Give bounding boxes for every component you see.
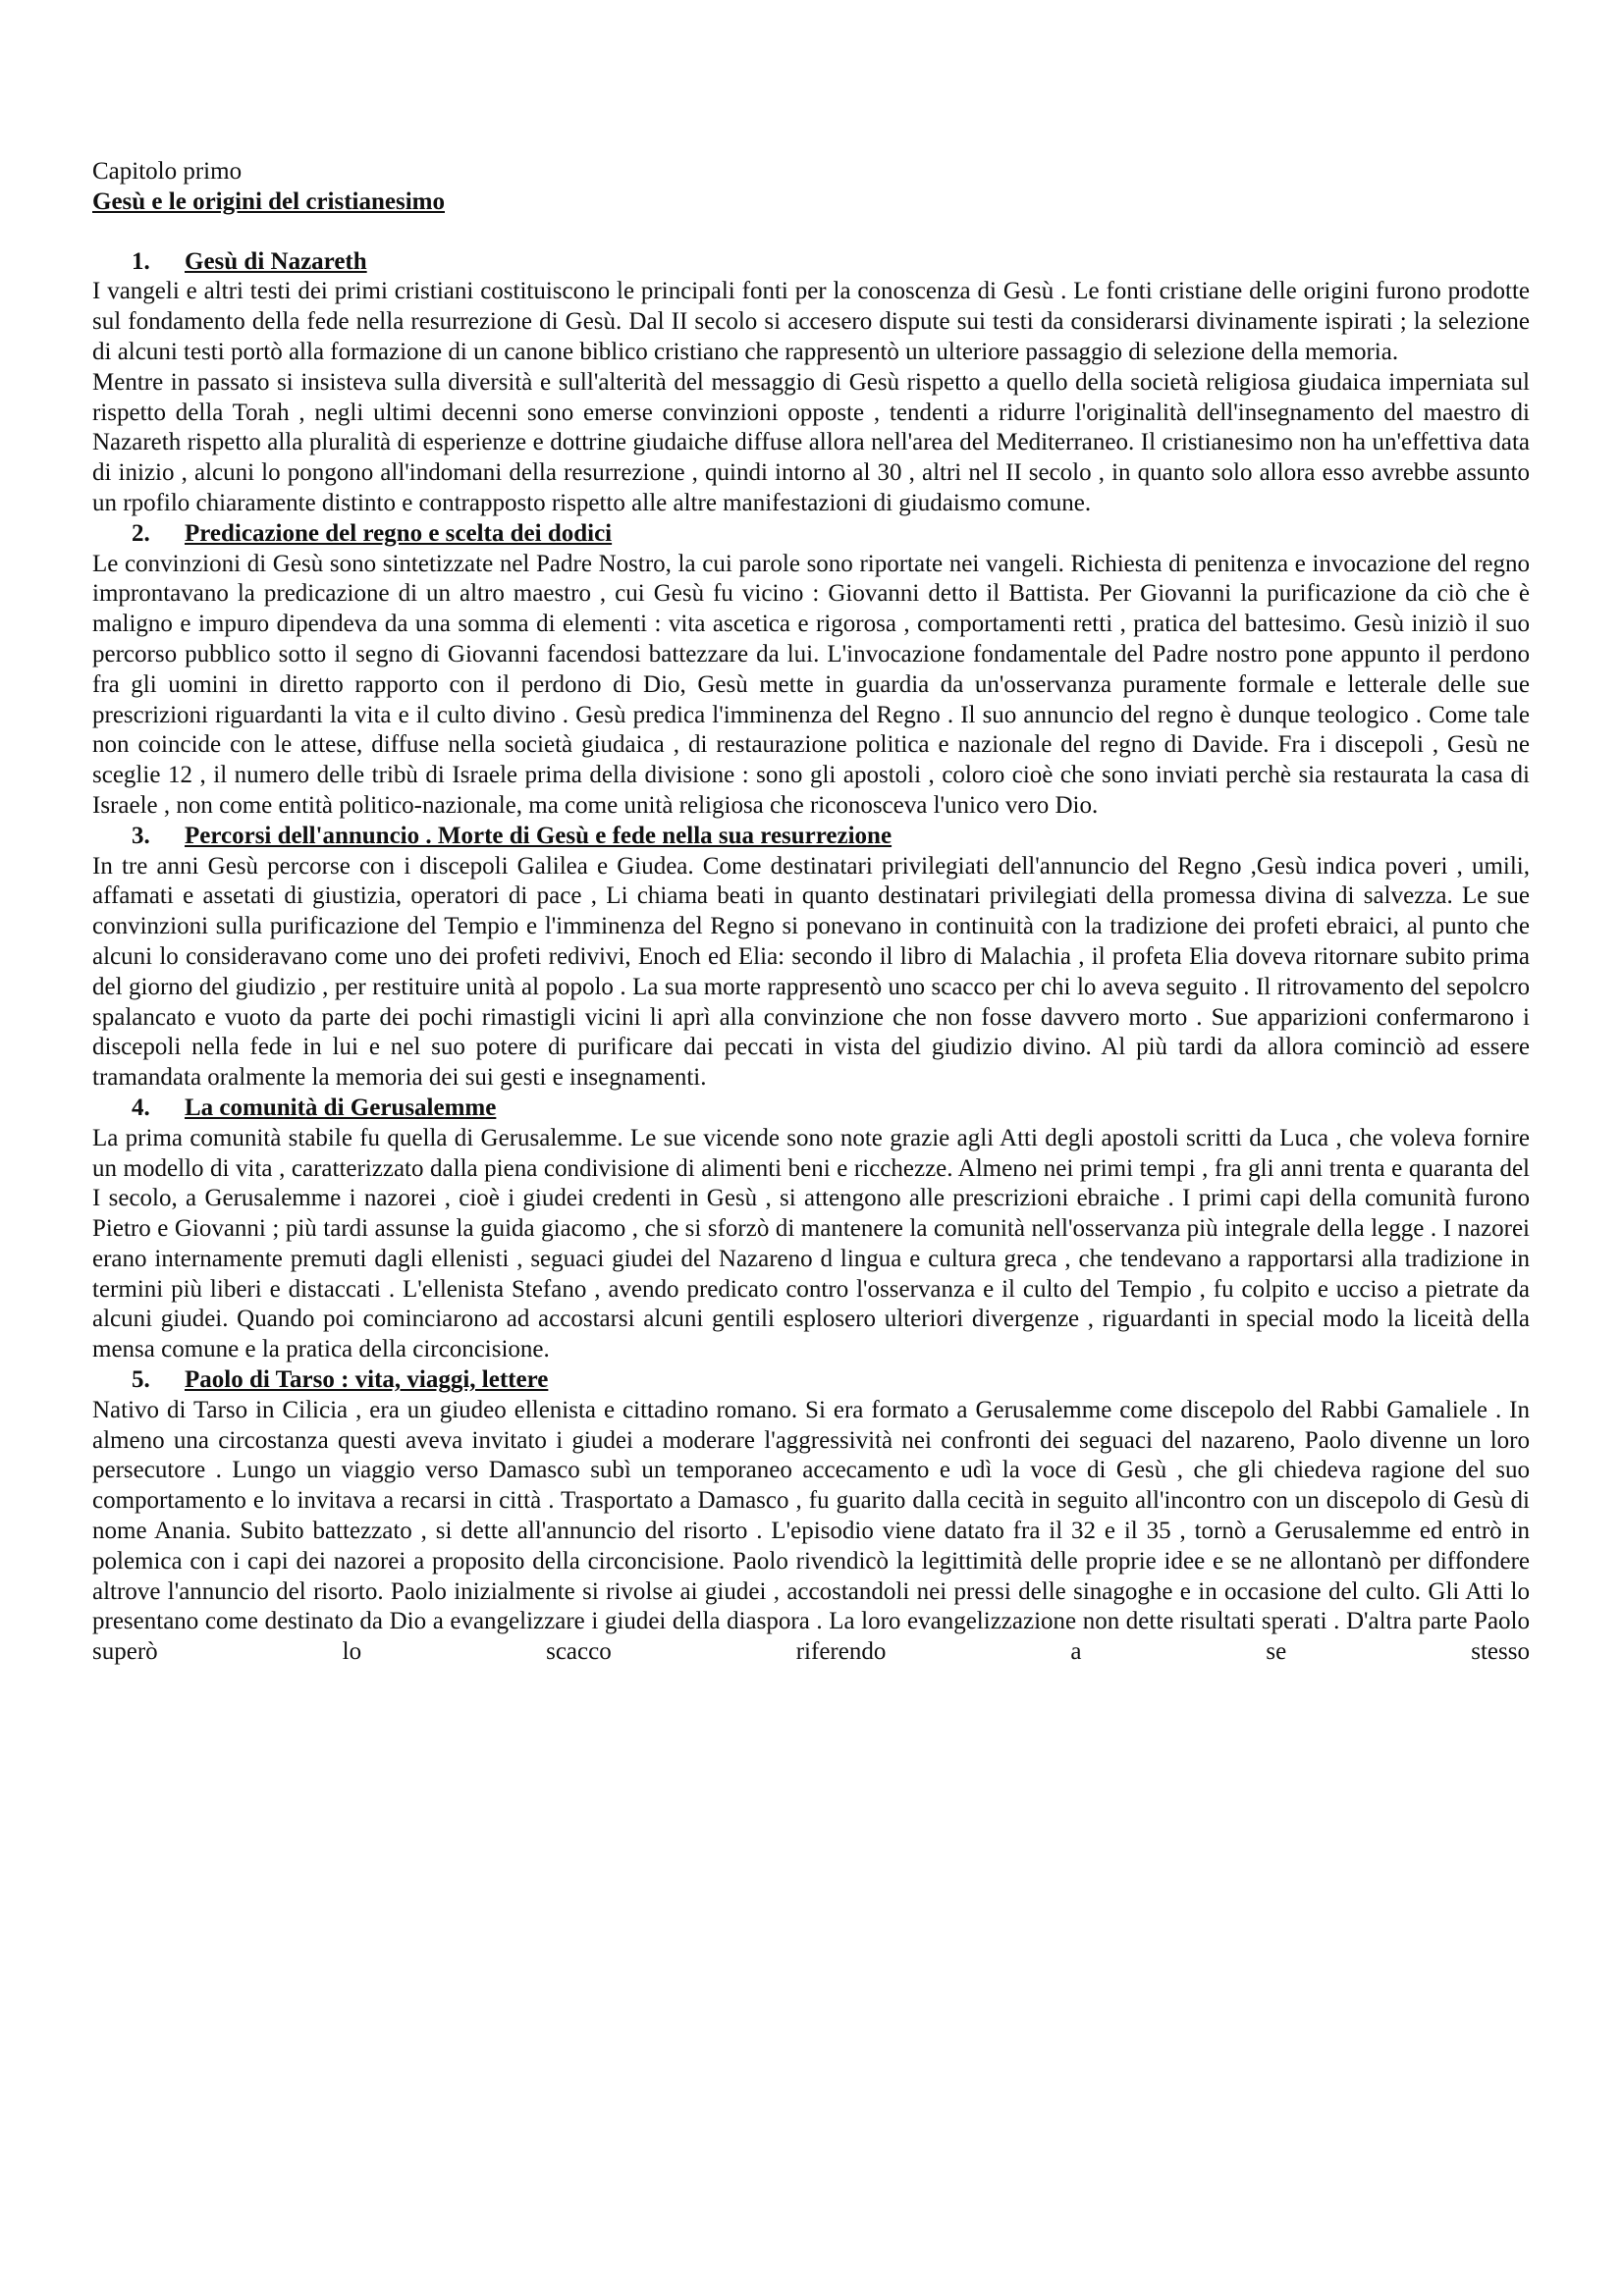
- section-5: [92, 1365, 1530, 1668]
- section-heading: [92, 822, 1530, 852]
- section-title: Gesù di Nazareth: [185, 247, 367, 275]
- section-number: 2.: [132, 519, 150, 547]
- section-title: Paolo di Tarso : vita, viaggi, lettere: [185, 1366, 549, 1394]
- section-heading: [92, 519, 1530, 550]
- paragraph: La prima comunità stabile fu quella di Gerusalemme. Le sue vicende sono note grazie agli Atti degli apostoli scritti da Luca , che voleva fornire un modello di vita , caratterizzato dalla piena condivisione di alimenti beni e ricchezze. Almeno nei primi tempi , fra gli anni trenta e quaranta del I secolo, a Gerusalemme i nazorei , cioè i giudei credenti in Gesù , si attengono alle prescrizioni ebraiche . I primi capi della comunità furono Pietro e Giovanni ; più tardi assunse la guida giacomo , che si sforzò di mantenere la comunità nell'osservanza più integrale della legge . I nazorei erano internamente premuti dagli ellenisti , seguaci giudei del Nazareno d lingua e cultura greca , che tendevano a rapportarsi alla tradizione in termini più liberi e distaccati . L'ellenista Stefano , avendo predicato contro l'osservanza e il culto del Tempio , fu colpito e ucciso a pietrate da alcuni giudei. Quando poi cominciarono ad accostarsi alcuni gentili esplosero ulteriori divergenze , riguardanti in special modo la liceità della mensa comune e la pratica della circoncisione.: [92, 1124, 1530, 1363]
- paragraph: Nativo di Tarso in Cilicia , era un giudeo ellenista e cittadino romano. Si era formato a Gerusalemme come discepolo del Rabbi Gamaliele . In almeno una circostanza questi aveva invitato i giudei a moderare l'aggressività nei confronti dei seguaci del nazareno, Paolo divenne un loro persecutore . Lungo un viaggio verso Damasco subì un temporaneo accecamento e udì la voce di Gesù , che gli chiedeva ragione del suo comportamento e lo invitava a recarsi in città . Trasportato a Damasco , fu guarito dalla cecità in seguito all'incontro con un discepolo di Gesù di nome Anania. Subito battezzato , si dette all'annuncio del risorto . L'episodio viene datato fra il 32 e il 35 , tornò a Gerusalemme ed entrò in polemica con i capi dei nazorei a proposito della circoncisione. Paolo rivendicò la legittimità delle proprie idee e se ne allontanò per diffondere altrove l'annuncio del risorto. Paolo inizialmente si rivolse ai giudei , accostandoli nei pressi delle sinagoghe e in occasione del culto. Gli Atti lo presentano come destinato da Dio a evangelizzare i giudei della diaspora . La loro evangelizzazione non dette risultati sperati . D'altra parte Paolo superò lo scacco riferendo a se stesso: [92, 1396, 1530, 1666]
- section-number: 4.: [132, 1094, 150, 1121]
- section-number: 1.: [132, 247, 150, 275]
- paragraph: I vangeli e altri testi dei primi cristiani costituiscono le principali fonti per la conoscenza di Gesù . Le fonti cristiane delle origini furono prodotte sul fondamento della fede nella resurrezione di Gesù. Dal II secolo si accesero dispute sui testi da considerarsi divinamente ispirati ; la selezione di alcuni testi portò alla formazione di un canone biblico cristiano che rappresentò un ulteriore passaggio di selezione della memoria.: [92, 278, 1530, 365]
- paragraph: Le convinzioni di Gesù sono sintetizzate nel Padre Nostro, la cui parole sono riportate nei vangeli. Richiesta di penitenza e invocazione del regno improntavano la predicazione di un altro maestro , cui Gesù fu vicino : Giovanni detto il Battista. Per Giovanni la purificazione da ciò che è maligno e impuro dipendeva da una somma di elementi : vita ascetica e rigorosa , comportamenti retti , pratica del battesimo. Gesù iniziò il suo percorso pubblico sotto il segno di Giovanni facendosi battezzare da lui. L'invocazione fondamentale del Padre nostro pone appunto il perdono fra gli uomini in diretto rapporto con il perdono di Dio, Gesù mette in guardia da un'osservanza puramente formale e letterale delle sue prescrizioni riguardanti la vita e il culto divino . Gesù predica l'imminenza del Regno . Il suo annuncio del regno è dunque teologico . Come tale non coincide con le attese, diffuse nella società giudaica , di restaurazione politica e nazionale del regno di Davide. Fra i discepoli , Gesù ne sceglie 12 , il numero delle tribù di Israele prima della divisione : sono gli apostoli , coloro cioè che sono inviati perchè sia restaurata la casa di Israele , non come entità politico-nazionale, ma come unità religiosa che riconosceva l'unico vero Dio.: [92, 550, 1530, 819]
- section-2: [92, 519, 1530, 822]
- section-heading: [92, 1365, 1530, 1396]
- section-title: Predicazione del regno e scelta dei dodici: [185, 519, 613, 547]
- section-number: 5.: [132, 1366, 150, 1394]
- section-heading: [92, 247, 1530, 278]
- section-1: [92, 247, 1530, 519]
- spacer: [92, 218, 1530, 247]
- paragraph: Mentre in passato si insisteva sulla diversità e sull'alterità del messaggio di Gesù rispetto a quello della società religiosa giudaica imperniata sul rispetto della Torah , negli ultimi decenni sono emerse convinzioni opposte , tendenti a ridurre l'originalità dell'insegnamento del maestro di Nazareth rispetto alla pluralità di esperienze e dottrine giudaiche diffuse allora nell'area del Mediterraneo. Il cristianesimo non ha un'effettiva data di inizio , alcuni lo pongono all'indomani della resurrezione , quindi intorno al 30 , altri nel II secolo , in quanto solo allora esso avrebbe assunto un rpofilo chiaramente distinto e contrapposto rispetto alle altre manifestazioni di giudaismo comune.: [92, 368, 1530, 516]
- section-3: [92, 822, 1530, 1094]
- paragraph: In tre anni Gesù percorse con i discepoli Galilea e Giudea. Come destinatari privilegiati dell'annuncio del Regno ,Gesù indica poveri , umili, affamati e assetati di giustizia, operatori di pace , Li chiama beati in quanto destinatari privilegiati della promessa divina di salvezza. Le sue convinzioni sulla purificazione del Tempio e l'imminenza del Regno si ponevano in continuità con la tradizione dei profeti ebraici, al punto che alcuni lo consideravano come uno dei profeti redivivi, Enoch ed Elia: secondo il libro di Malachia , il profeta Elia doveva ritornare subito prima del giorno del giudizio , per restituire unità al popolo . La sua morte rappresentò uno scacco per chi lo aveva seguito . Il ritrovamento del sepolcro spalancato e vuoto da parte dei pochi rimastigli vicini li aprì alla convinzione che non fosse davvero morto . Sue apparizioni confermarono i discepoli nella fede in lui e nel suo potere di purificare dai peccati in vista del giudizio divino. Al più tardi da allora cominciò ad essere tramandata oralmente la memoria dei sui gesti e insegnamenti.: [92, 852, 1530, 1092]
- chapter-label: Capitolo primo: [92, 158, 243, 185]
- section-title: Percorsi dell'annuncio . Morte di Gesù e fede nella sua resurrezione: [185, 822, 893, 849]
- section-heading: [92, 1094, 1530, 1124]
- document-page: [92, 157, 1530, 1668]
- section-title: La comunità di Gerusalemme: [185, 1094, 497, 1121]
- section-4: [92, 1094, 1530, 1365]
- chapter-title: Gesù e le origini del cristianesimo: [92, 187, 445, 215]
- section-number: 3.: [132, 822, 150, 849]
